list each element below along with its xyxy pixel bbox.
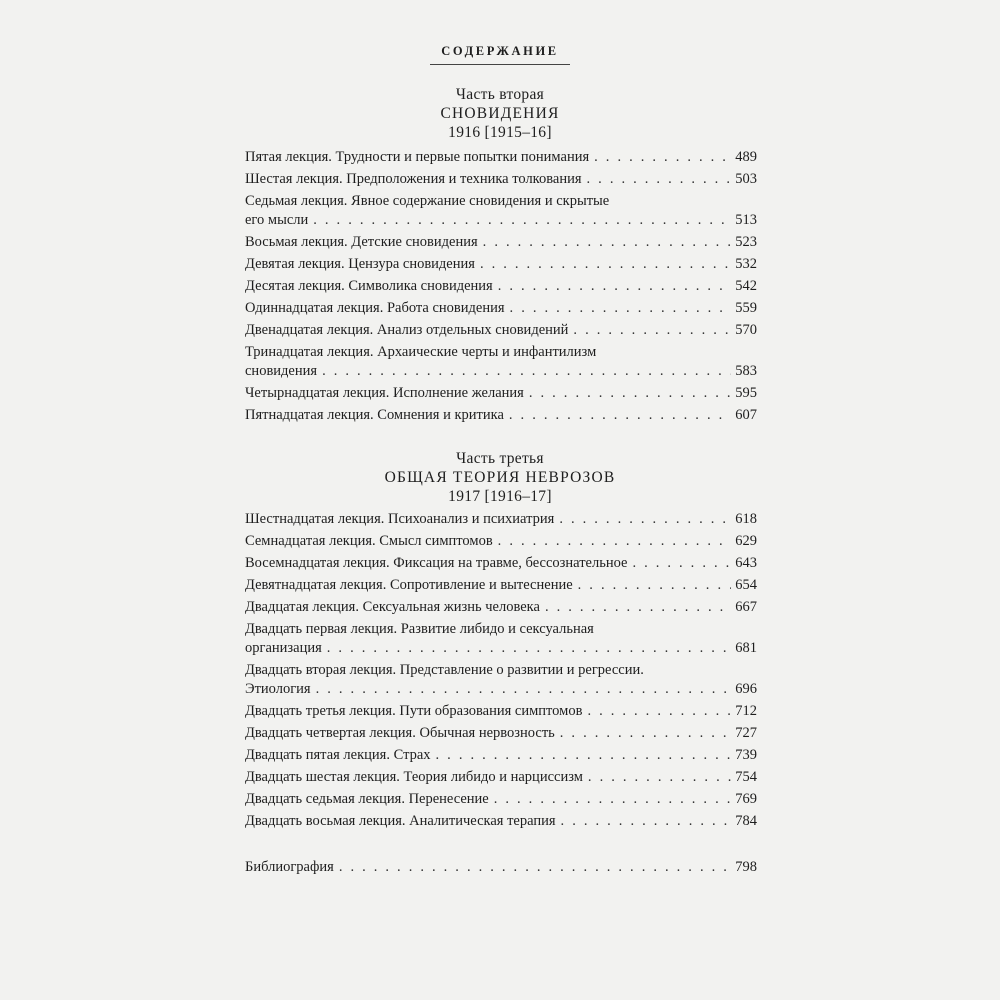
entry-page: 595: [735, 385, 757, 401]
leader-dots: [545, 598, 731, 617]
entry-page: 570: [735, 322, 757, 338]
entry-page: 727: [735, 725, 757, 741]
entry-page: 739: [735, 747, 757, 763]
entry-page: 503: [735, 171, 757, 187]
toc-entry[interactable]: [245, 702, 757, 721]
entry-page: 712: [735, 703, 757, 719]
entry-page: 667: [735, 599, 757, 615]
toc-entry[interactable]: [245, 661, 757, 699]
entry-title: Шестая лекция. Предположения и техника толкования: [245, 171, 582, 187]
entry-title: Этиология: [245, 681, 311, 697]
leader-dots: [632, 554, 731, 573]
leader-dots: [313, 211, 731, 230]
entry-title: Одиннадцатая лекция. Работа сновидения: [245, 300, 505, 316]
toc-entry[interactable]: [245, 384, 757, 403]
leader-dots: [327, 639, 731, 658]
leader-dots: [510, 299, 732, 318]
toc-entry[interactable]: [245, 277, 757, 296]
entry-title: Двадцать третья лекция. Пути образования симптомов: [245, 703, 583, 719]
leader-dots: [322, 362, 731, 381]
part-title: ОБЩАЯ ТЕОРИЯ НЕВРОЗОВ: [384, 469, 616, 486]
toc-entry-bibliography[interactable]: [245, 858, 757, 877]
entry-title: Десятая лекция. Символика сновидения: [245, 278, 493, 294]
entry-title: организация: [245, 640, 322, 656]
leader-dots: [498, 532, 732, 551]
entry-page: 769: [735, 791, 757, 807]
entry-title: Девятнадцатая лекция. Сопротивление и вытеснение: [245, 577, 573, 593]
toc-entry[interactable]: [245, 746, 757, 765]
entry-page: 523: [735, 234, 757, 250]
toc-entry[interactable]: [245, 148, 757, 167]
entry-title: Четырнадцатая лекция. Исполнение желания: [245, 385, 524, 401]
entry-page: 754: [735, 769, 757, 785]
entry-page: 681: [735, 640, 757, 656]
part-label: Часть третья: [456, 450, 544, 467]
toc-entry[interactable]: [245, 406, 757, 425]
entry-title: Двадцать четвертая лекция. Обычная нервозность: [245, 725, 555, 741]
entry-title: сновидения: [245, 363, 318, 379]
toc-entry[interactable]: [245, 192, 757, 230]
leader-dots: [483, 233, 732, 252]
entry-title-line1: Двадцать вторая лекция. Представление о развитии и регрессии.: [245, 662, 644, 678]
entry-page: 583: [735, 363, 757, 379]
entry-page: 559: [735, 300, 757, 316]
entry-title-line1: Седьмая лекция. Явное содержание сновидения и скрытые: [245, 193, 610, 209]
part-title: СНОВИДЕНИЯ: [440, 105, 560, 122]
entry-page: 513: [735, 212, 757, 228]
toc-entry[interactable]: [245, 255, 757, 274]
toc-entry[interactable]: [245, 724, 757, 743]
entry-title-line1: Двадцать первая лекция. Развитие либидо и сексуальная: [245, 621, 594, 637]
entry-title: Пятая лекция. Трудности и первые попытки понимания: [245, 149, 590, 165]
page-header: СОДЕРЖАНИЕ: [441, 44, 559, 58]
entry-page: 629: [735, 533, 757, 549]
toc-entry[interactable]: [245, 233, 757, 252]
leader-dots: [573, 321, 731, 340]
entry-page: 798: [735, 859, 757, 875]
leader-dots: [587, 702, 731, 721]
leader-dots: [588, 768, 731, 787]
leader-dots: [498, 277, 732, 296]
entry-page: 643: [735, 555, 757, 571]
leader-dots: [436, 746, 732, 765]
part-years: 1917 [1916–17]: [448, 488, 552, 505]
leader-dots: [559, 510, 731, 529]
entry-title: Шестнадцатая лекция. Психоанализ и психиатрия: [245, 511, 555, 527]
leader-dots: [316, 680, 732, 699]
toc-entry[interactable]: [245, 812, 757, 831]
part-years: 1916 [1915–16]: [448, 124, 552, 141]
entry-title: Девятая лекция. Цензура сновидения: [245, 256, 475, 272]
entry-title: Двадцать седьмая лекция. Перенесение: [245, 791, 489, 807]
entry-title: Пятнадцатая лекция. Сомнения и критика: [245, 407, 504, 423]
header-rule: [430, 64, 570, 65]
entry-title: Двадцать пятая лекция. Страх: [245, 747, 431, 763]
entry-title: его мысли: [245, 212, 309, 228]
leader-dots: [578, 576, 732, 595]
entry-page: 532: [735, 256, 757, 272]
leader-dots: [594, 148, 731, 167]
entry-title: Двадцатая лекция. Сексуальная жизнь человека: [245, 599, 540, 615]
toc-entry[interactable]: [245, 321, 757, 340]
leader-dots: [560, 724, 731, 743]
leader-dots: [480, 255, 731, 274]
entry-page: 696: [735, 681, 757, 697]
toc-entry[interactable]: [245, 768, 757, 787]
entry-page: 607: [735, 407, 757, 423]
entry-title: Восемнадцатая лекция. Фиксация на травме, бессознательное: [245, 555, 628, 571]
leader-dots: [561, 812, 732, 831]
entry-page: 654: [735, 577, 757, 593]
toc-entry[interactable]: [245, 620, 757, 658]
toc-entry[interactable]: [245, 576, 757, 595]
entry-page: 618: [735, 511, 757, 527]
entry-page: 489: [735, 149, 757, 165]
entry-title-line1: Тринадцатая лекция. Архаические черты и инфантилизм: [245, 344, 597, 360]
leader-dots: [339, 858, 731, 877]
entry-title: Семнадцатая лекция. Смысл симптомов: [245, 533, 493, 549]
toc-entry[interactable]: [245, 554, 757, 573]
toc-list: [245, 510, 757, 831]
entry-title: Двенадцатая лекция. Анализ отдельных сновидений: [245, 322, 569, 338]
toc-entry[interactable]: [245, 510, 757, 529]
leader-dots: [529, 384, 731, 403]
toc-list: [245, 148, 757, 425]
toc-entry[interactable]: [245, 170, 757, 189]
toc-entry[interactable]: [245, 299, 757, 318]
entry-title: Библиография: [245, 859, 334, 875]
toc-entry[interactable]: [245, 598, 757, 617]
toc-entry[interactable]: [245, 790, 757, 809]
part-label: Часть вторая: [455, 86, 545, 103]
leader-dots: [509, 406, 731, 425]
part-heading: [0, 85, 1000, 142]
entry-page: 542: [735, 278, 757, 294]
toc-entry[interactable]: [245, 532, 757, 551]
entry-page: 784: [735, 813, 757, 829]
entry-title: Двадцать шестая лекция. Теория либидо и нарциссизм: [245, 769, 583, 785]
entry-title: Двадцать восьмая лекция. Аналитическая терапия: [245, 813, 556, 829]
entry-title: Восьмая лекция. Детские сновидения: [245, 234, 478, 250]
part-heading: [0, 449, 1000, 506]
toc-entry[interactable]: [245, 343, 757, 381]
leader-dots: [587, 170, 732, 189]
leader-dots: [494, 790, 732, 809]
toc-list: [245, 858, 757, 877]
